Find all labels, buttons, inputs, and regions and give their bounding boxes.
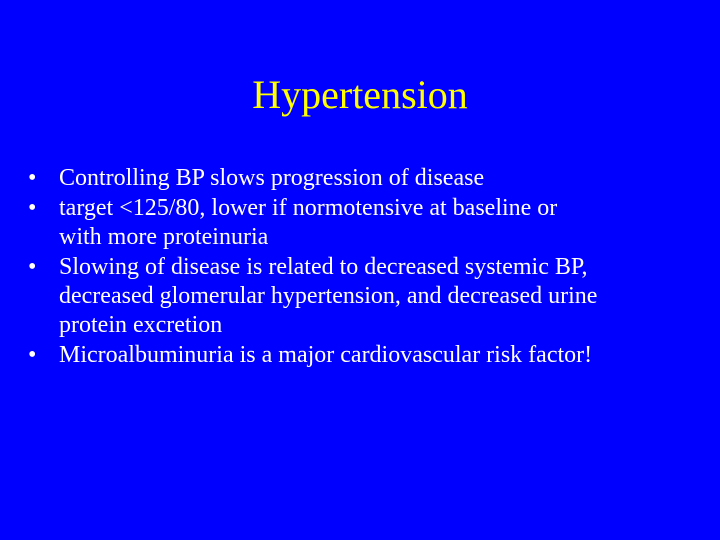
bullet-text-line: Slowing of disease is related to decreased systemic BP,: [59, 254, 588, 280]
bullet-dot-icon: •: [28, 195, 37, 221]
bullet-text-line: Microalbuminuria is a major cardiovascular risk factor!: [59, 342, 593, 368]
bullet-item: [28, 341, 698, 370]
bullet-item: [28, 164, 698, 193]
bullet-text-line: target <125/80, lower if normotensive at baseline or: [59, 195, 558, 221]
bullet-dot-icon: •: [28, 342, 37, 368]
bullet-text-line: decreased glomerular hypertension, and decreased urine: [59, 283, 598, 309]
bullet-text-line: with more proteinuria: [59, 224, 269, 250]
slide-title: Hypertension: [252, 72, 468, 117]
bullet-dot-icon: •: [28, 254, 37, 280]
bullet-item: [28, 194, 698, 252]
bullet-text-line: Controlling BP slows progression of disease: [59, 165, 485, 191]
bullet-item: [28, 253, 698, 340]
bullet-dot-icon: •: [28, 165, 37, 191]
bullet-text-line: protein excretion: [59, 312, 223, 338]
bullet-list: [28, 164, 698, 370]
